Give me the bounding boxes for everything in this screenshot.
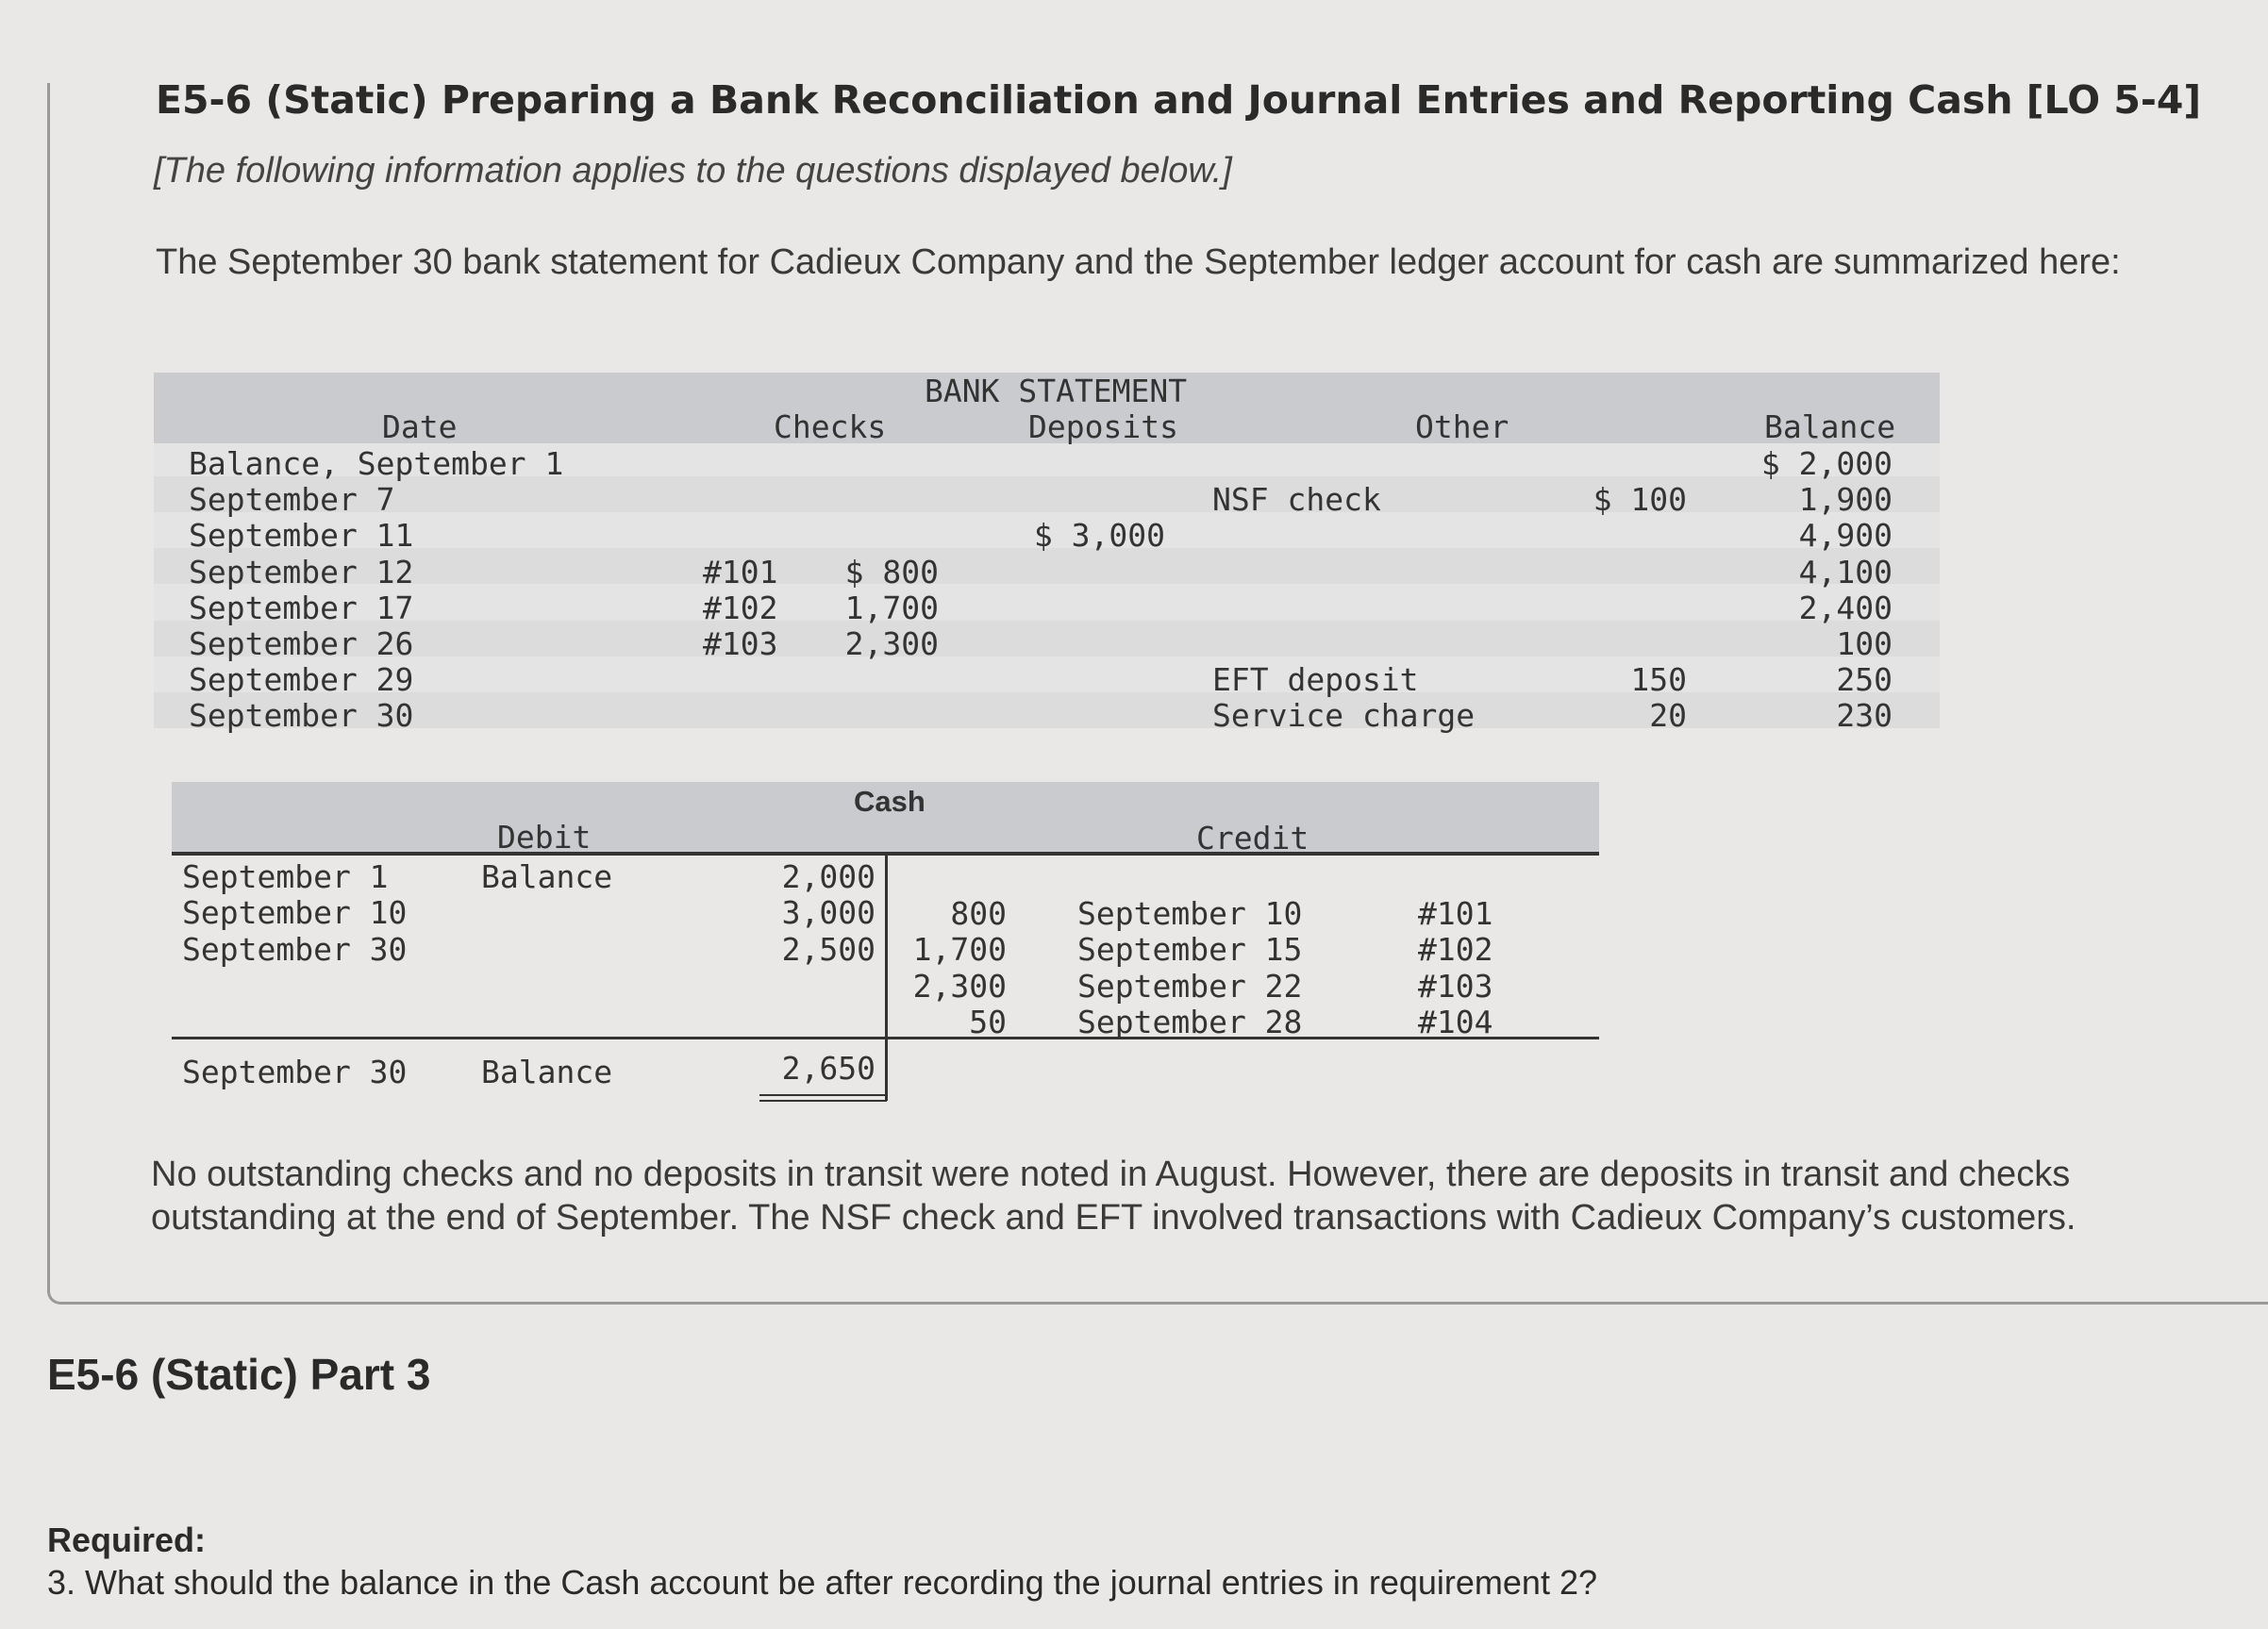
bank-row-balance: 100 xyxy=(1836,625,1893,662)
bank-row-check-amt: 1,700 xyxy=(844,589,939,626)
credit-check-number: #104 xyxy=(1418,1003,1493,1040)
col-other: Other xyxy=(1415,408,1509,445)
debit-amount: 2,000 xyxy=(781,858,876,895)
bank-row-other-desc: EFT deposit xyxy=(1212,661,1419,699)
debit-header: Debit xyxy=(497,819,592,856)
credit-header: Credit xyxy=(1196,820,1309,856)
bank-row-check-no: #101 xyxy=(703,553,778,590)
bank-row-date: September 30 xyxy=(189,697,414,735)
bank-row-balance: $ 2,000 xyxy=(1760,445,1893,482)
bank-row-deposit: $ 3,000 xyxy=(1033,517,1165,555)
problem-title: E5-6 (Static) Preparing a Bank Reconciliation and Journal Entries and Reporting Cash [LO 5-4] xyxy=(156,77,2202,123)
problem-intro: The September 30 bank statement for Cadieux Company and the September ledger account for cash are summarized here: xyxy=(156,242,2121,282)
required-label: Required: xyxy=(47,1521,207,1559)
credit-date: September 22 xyxy=(1077,967,1303,1005)
bank-statement-caption: BANK STATEMENT xyxy=(925,373,1188,409)
bank-row-check-amt: 2,300 xyxy=(844,625,939,662)
credit-date: September 10 xyxy=(1077,895,1303,932)
bank-note: No outstanding checks and no deposits in transit were noted in August. However, there are deposits in transit and checks outstanding at the end of September. The NSF check and EFT involved transactions with Cadieux Company’s customers. xyxy=(151,1155,2076,1238)
credit-amount: 800 xyxy=(950,895,1007,932)
ending-date: September 30 xyxy=(182,1054,408,1090)
bank-row-balance: 4,100 xyxy=(1798,553,1893,590)
bank-row-check-no: #102 xyxy=(703,589,778,626)
part-heading: E5-6 (Static) Part 3 xyxy=(47,1350,431,1399)
bank-row-other-amt: 150 xyxy=(1630,661,1687,699)
ending-amount: 2,650 xyxy=(781,1050,876,1087)
col-deposits: Deposits xyxy=(1028,408,1178,445)
ending-label: Balance xyxy=(481,1054,613,1090)
credit-date: September 28 xyxy=(1077,1003,1303,1040)
bank-row-other-amt: 20 xyxy=(1649,697,1687,735)
bank-row-balance: 4,900 xyxy=(1798,517,1893,555)
credit-amount: 50 xyxy=(969,1003,1007,1040)
debit-date: September 30 xyxy=(182,930,408,968)
bank-row-date: September 12 xyxy=(189,553,414,590)
credit-date: September 15 xyxy=(1077,931,1303,969)
bank-row-date: September 11 xyxy=(189,517,414,555)
debit-amount: 2,500 xyxy=(781,930,876,968)
col-balance: Balance xyxy=(1764,408,1896,445)
debit-date: September 10 xyxy=(182,894,408,932)
debit-amount: 3,000 xyxy=(781,894,876,932)
bank-row-date: September 29 xyxy=(189,661,414,699)
col-date: Date xyxy=(382,408,458,445)
bank-row-date: Balance, September 1 xyxy=(189,445,564,482)
bank-row-date: September 26 xyxy=(189,625,414,662)
bank-row-balance: 250 xyxy=(1836,661,1893,699)
bank-row-balance: 230 xyxy=(1836,697,1893,735)
bank-row-check-no: #103 xyxy=(703,625,778,662)
bank-row-other-amt: $ 100 xyxy=(1593,481,1687,519)
debit-date: September 1 xyxy=(182,858,389,895)
credit-amount: 1,700 xyxy=(912,931,1007,969)
bank-row-other-desc: NSF check xyxy=(1212,481,1381,519)
question-text: 3. What should the balance in the Cash account be after recording the journal entries in requirement 2? xyxy=(47,1563,1597,1602)
debit-balance-label: Balance xyxy=(481,858,613,895)
bank-row-other-desc: Service charge xyxy=(1212,697,1476,735)
bank-row-balance: 1,900 xyxy=(1798,481,1893,519)
bank-row-check-amt: $ 800 xyxy=(844,553,939,590)
bank-row-date: September 7 xyxy=(189,481,395,519)
credit-check-number: #103 xyxy=(1418,967,1493,1005)
bank-row-balance: 2,400 xyxy=(1798,589,1893,626)
col-checks: Checks xyxy=(774,408,887,445)
credit-check-number: #102 xyxy=(1418,931,1493,969)
problem-subtitle: [The following information applies to the questions displayed below.] xyxy=(154,151,1232,191)
credit-check-number: #101 xyxy=(1418,895,1493,932)
bank-row-date: September 17 xyxy=(189,589,414,626)
credit-amount: 2,300 xyxy=(912,967,1007,1005)
cash-caption: Cash xyxy=(854,785,926,818)
